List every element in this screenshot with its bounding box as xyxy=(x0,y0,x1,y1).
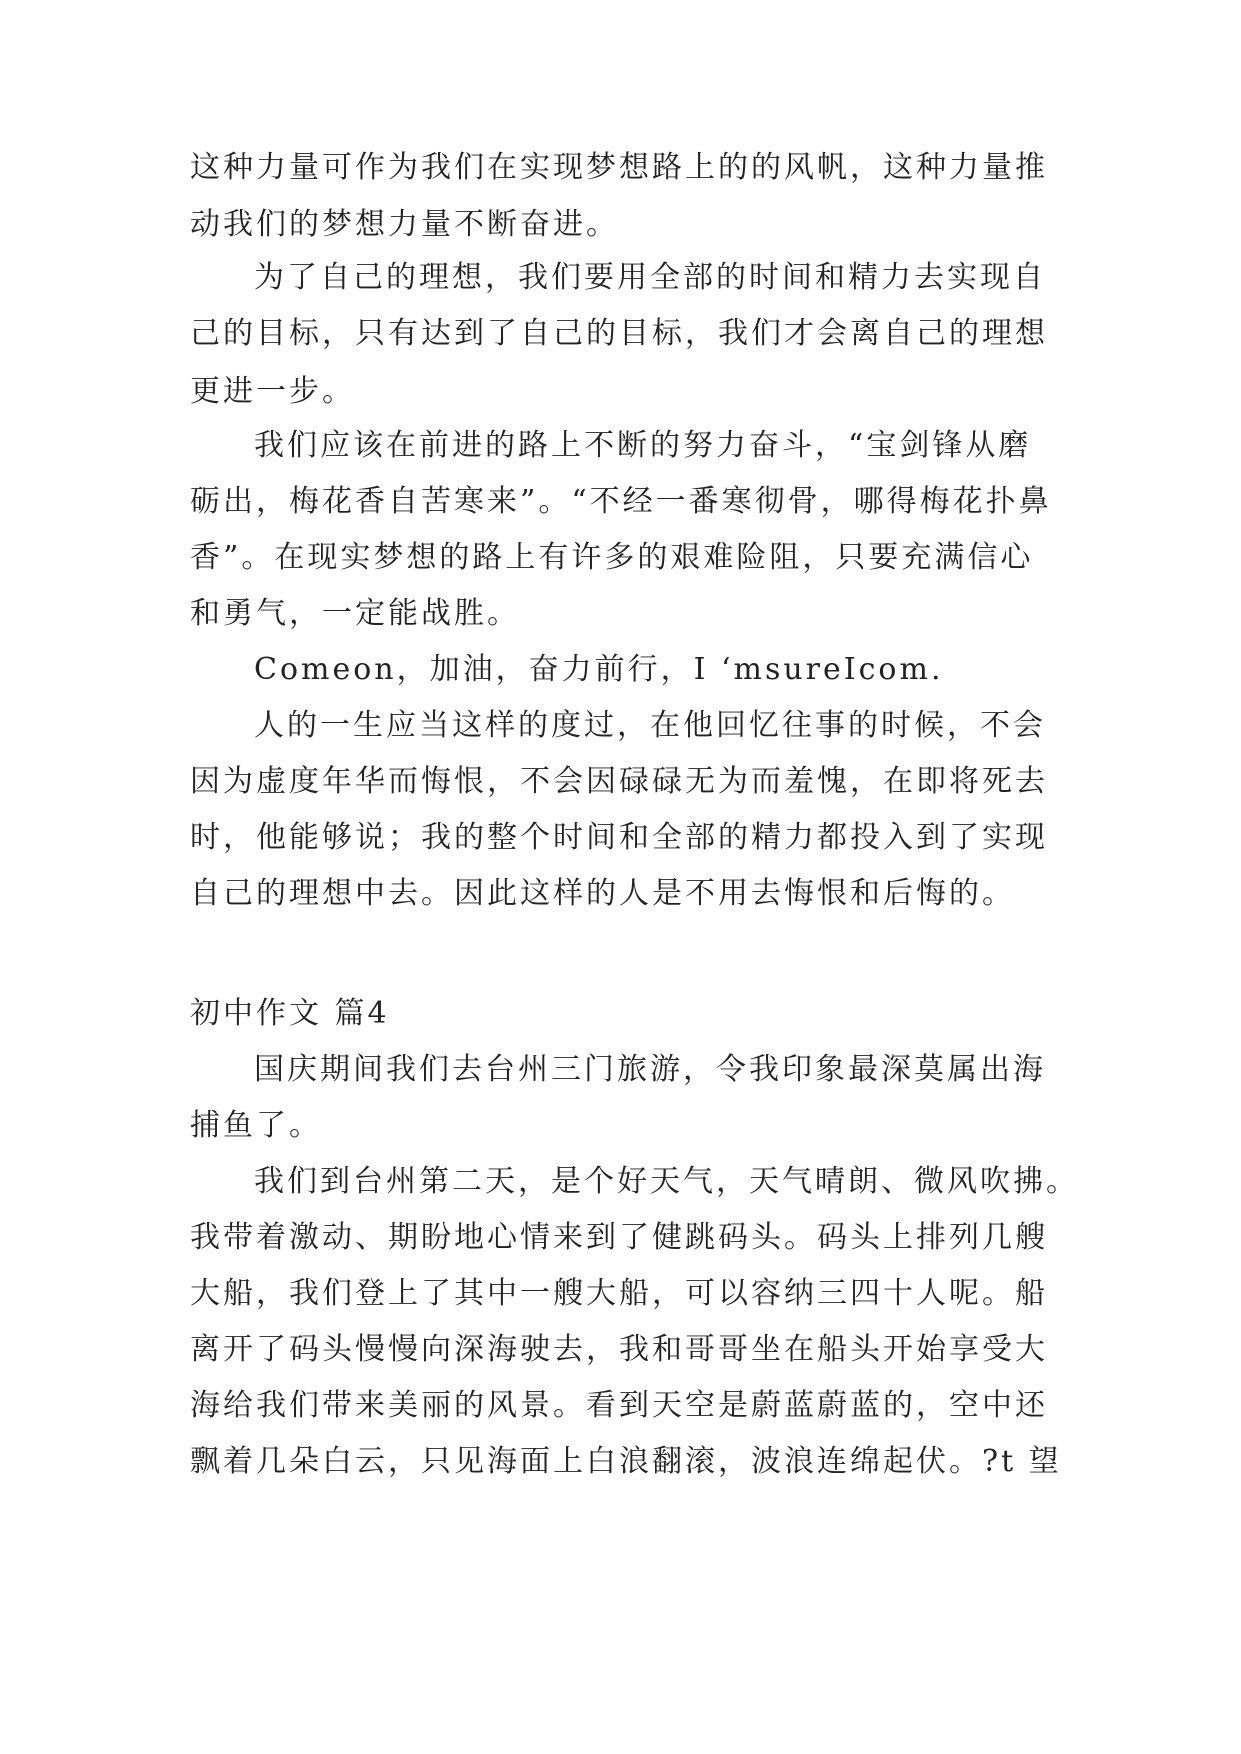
paragraph-start-line: 我们到台州第二天，是个好天气，天气晴朗、微风吹拂。 xyxy=(254,1164,1079,1199)
text-line: 时，他能够说；我的整个时间和全部的精力都投入到了实现 xyxy=(190,820,1048,855)
text-line: 海给我们带来美丽的风景。看到天空是蔚蓝蔚蓝的，空中还 xyxy=(190,1388,1048,1423)
text-line: 己的目标，只有达到了自己的目标，我们才会离自己的理想 xyxy=(190,316,1048,351)
paragraph-start-line: 我们应该在前进的路上不断的努力奋斗，“宝剑锋从磨 xyxy=(254,428,1032,463)
text-line: 大船，我们登上了其中一艘大船，可以容纳三四十人呢。船 xyxy=(190,1276,1048,1311)
text-line: 香”。在现实梦想的路上有许多的艰难险阻，只要充满信心 xyxy=(190,540,1034,575)
text-line: 捕鱼了。 xyxy=(190,1108,322,1143)
text-line: 我带着激动、期盼地心情来到了健跳码头。码头上排列几艘 xyxy=(190,1220,1048,1255)
text-line: 因为虚度年华而悔恨，不会因碌碌无为而羞愧，在即将死去 xyxy=(190,764,1048,799)
paragraph-start-line: 人的一生应当这样的度过，在他回忆往事的时候，不会 xyxy=(254,708,1046,743)
text-line: 飘着几朵白云，只见海面上白浪翻滚，波浪连绵起伏。?t 望 xyxy=(190,1444,1062,1479)
text-line: 这种力量可作为我们在实现梦想路上的的风帆，这种力量推 xyxy=(190,150,1048,185)
text-line: 和勇气，一定能战胜。 xyxy=(190,596,520,631)
paragraph-start-line: Comeon，加油，奋力前行，I ‘msureIcom. xyxy=(254,652,944,687)
text-line: 更进一步。 xyxy=(190,374,355,409)
text-line: 自己的理想中去。因此这样的人是不用去悔恨和后悔的。 xyxy=(190,876,1015,911)
paragraph-start-line: 为了自己的理想，我们要用全部的时间和精力去实现自 xyxy=(254,260,1046,295)
paragraph-start-line: 国庆期间我们去台州三门旅游，令我印象最深莫属出海 xyxy=(254,1052,1046,1087)
section-heading: 初中作文 篇4 xyxy=(190,996,390,1031)
text-line: 离开了码头慢慢向深海驶去，我和哥哥坐在船头开始享受大 xyxy=(190,1332,1048,1367)
text-line: 动我们的梦想力量不断奋进。 xyxy=(190,207,619,242)
text-line: 砺出，梅花香自苦寒来”。“不经一番寒彻骨，哪得梅花扑鼻 xyxy=(190,484,1052,519)
